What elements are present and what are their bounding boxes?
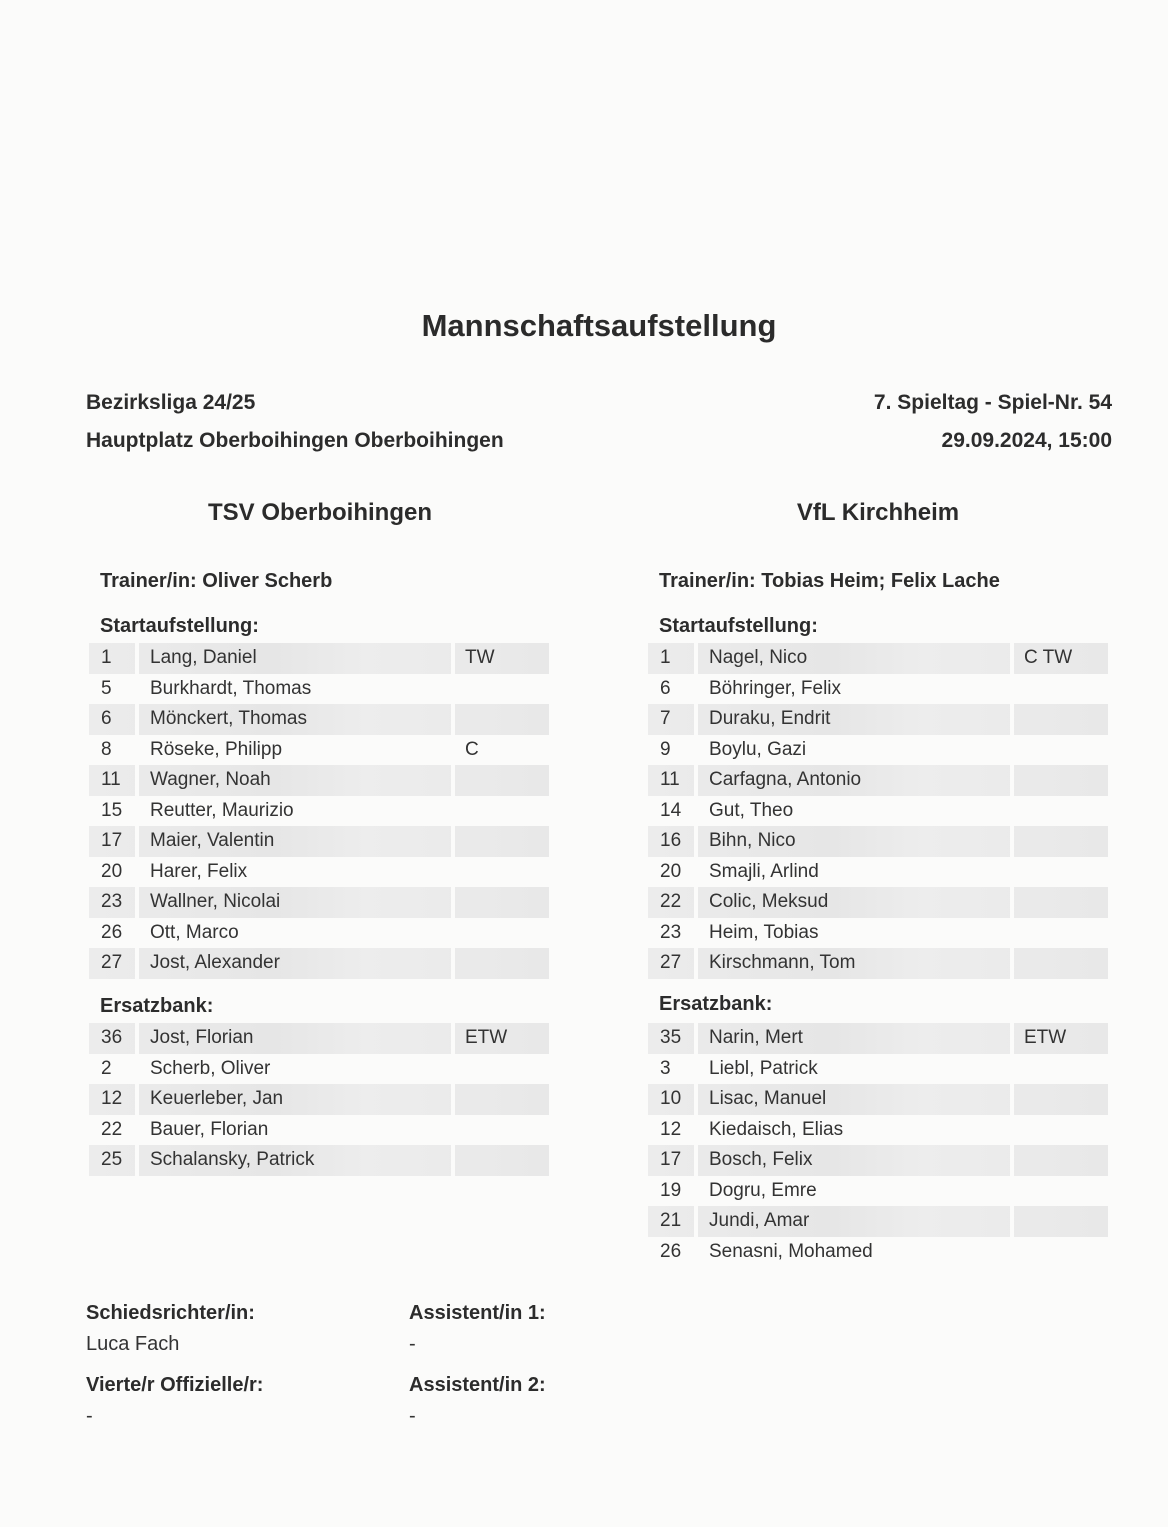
player-name: Böhringer, Felix xyxy=(709,677,842,699)
player-row xyxy=(89,1054,549,1085)
player-name: Scherb, Oliver xyxy=(150,1057,271,1079)
player-row xyxy=(648,643,1108,674)
player-number: 21 xyxy=(660,1210,682,1231)
player-role: TW xyxy=(465,647,495,668)
player-number: 16 xyxy=(660,830,682,851)
player-row xyxy=(648,1054,1108,1085)
home-starting-label: Startaufstellung: xyxy=(100,615,259,637)
player-number: 1 xyxy=(101,647,112,668)
player-row xyxy=(89,918,549,949)
player-row xyxy=(89,704,549,735)
assistant2-name: - xyxy=(409,1405,416,1427)
player-row xyxy=(648,674,1108,705)
player-name: Duraku, Endrit xyxy=(709,708,831,729)
player-name: Keuerleber, Jan xyxy=(150,1088,284,1109)
player-number: 7 xyxy=(660,708,671,729)
player-number: 26 xyxy=(660,1240,682,1262)
player-number: 15 xyxy=(101,799,123,821)
player-name: Röseke, Philipp xyxy=(150,738,283,760)
assistant2-label: Assistent/in 2: xyxy=(409,1374,546,1396)
away-starting-label: Startaufstellung: xyxy=(659,615,818,637)
player-name: Ott, Marco xyxy=(150,921,239,943)
player-number: 27 xyxy=(660,952,682,973)
player-role: ETW xyxy=(465,1027,508,1048)
player-name: Dogru, Emre xyxy=(709,1179,817,1201)
matchday: 7. Spieltag - Spiel-Nr. 54 xyxy=(873,391,1112,414)
player-number: 6 xyxy=(660,677,671,699)
player-name: Bihn, Nico xyxy=(709,830,796,851)
home-starting-list xyxy=(89,643,549,979)
player-number: 19 xyxy=(660,1179,682,1201)
player-number: 25 xyxy=(101,1149,123,1170)
player-row xyxy=(89,826,549,857)
player-number: 10 xyxy=(660,1088,682,1109)
player-number: 5 xyxy=(101,677,112,699)
player-number: 8 xyxy=(101,738,112,760)
player-row xyxy=(89,1145,549,1176)
player-name: Bosch, Felix xyxy=(709,1149,813,1170)
player-number: 12 xyxy=(660,1118,682,1140)
player-number: 2 xyxy=(101,1057,112,1079)
player-number: 27 xyxy=(101,952,123,973)
player-name: Bauer, Florian xyxy=(150,1118,269,1140)
player-name: Lisac, Manuel xyxy=(709,1088,827,1109)
player-number: 9 xyxy=(660,738,671,760)
fourth-official-label: Vierte/r Offizielle/r: xyxy=(86,1374,264,1396)
player-row xyxy=(89,1023,549,1054)
player-row xyxy=(648,1176,1108,1207)
player-name: Lang, Daniel xyxy=(150,647,257,668)
assistant1-name: - xyxy=(409,1333,416,1355)
player-role: C TW xyxy=(1024,647,1073,668)
player-row xyxy=(648,1206,1108,1237)
player-number: 23 xyxy=(660,921,682,943)
player-row xyxy=(648,918,1108,949)
away-team-name: VfL Kirchheim xyxy=(796,499,960,526)
player-number: 26 xyxy=(101,921,123,943)
player-number: 6 xyxy=(101,708,112,729)
player-number: 23 xyxy=(101,891,123,912)
player-row xyxy=(89,765,549,796)
player-number: 11 xyxy=(101,769,121,790)
player-row xyxy=(89,887,549,918)
player-row xyxy=(648,826,1108,857)
player-number: 17 xyxy=(660,1149,682,1170)
player-number: 3 xyxy=(660,1057,671,1079)
assistant1-label: Assistent/in 1: xyxy=(409,1302,546,1324)
player-name: Senasni, Mohamed xyxy=(709,1240,873,1262)
player-number: 1 xyxy=(660,647,671,668)
player-number: 14 xyxy=(660,799,682,821)
player-row xyxy=(648,948,1108,979)
player-number: 35 xyxy=(660,1027,682,1048)
player-name: Heim, Tobias xyxy=(709,921,819,943)
player-name: Maier, Valentin xyxy=(150,830,275,851)
player-name: Schalansky, Patrick xyxy=(150,1149,315,1170)
player-name: Carfagna, Antonio xyxy=(709,769,862,790)
player-name: Narin, Mert xyxy=(709,1027,803,1048)
player-name: Liebl, Patrick xyxy=(709,1057,818,1079)
player-name: Boylu, Gazi xyxy=(709,738,807,760)
player-name: Reutter, Maurizio xyxy=(150,799,294,821)
player-row xyxy=(648,1237,1108,1268)
away-starting-list xyxy=(648,643,1108,979)
player-row xyxy=(648,1145,1108,1176)
player-row xyxy=(648,857,1108,888)
player-row xyxy=(648,796,1108,827)
player-name: Nagel, Nico xyxy=(709,647,808,668)
player-row xyxy=(648,1084,1108,1115)
player-row xyxy=(89,643,549,674)
player-name: Jost, Alexander xyxy=(150,952,280,973)
player-row xyxy=(89,735,549,766)
home-bench-list xyxy=(89,1023,549,1176)
player-row xyxy=(648,1023,1108,1054)
player-role: ETW xyxy=(1024,1027,1067,1048)
player-name: Colic, Meksud xyxy=(709,891,829,912)
player-role: C xyxy=(465,738,479,760)
venue: Hauptplatz Oberboihingen Oberboihingen xyxy=(86,429,504,452)
player-number: 12 xyxy=(101,1088,123,1109)
player-row xyxy=(89,857,549,888)
player-number: 17 xyxy=(101,830,123,851)
player-name: Jundi, Amar xyxy=(709,1210,810,1231)
page-title: Mannschaftsaufstellung xyxy=(421,308,777,343)
home-bench-label: Ersatzbank: xyxy=(100,995,214,1017)
player-name: Kiedaisch, Elias xyxy=(709,1118,844,1140)
fourth-official-name: - xyxy=(86,1405,93,1427)
player-row xyxy=(89,1084,549,1115)
player-name: Wagner, Noah xyxy=(150,769,271,790)
player-row xyxy=(89,796,549,827)
player-name: Wallner, Nicolai xyxy=(150,891,281,912)
player-row xyxy=(89,674,549,705)
away-trainer: Trainer/in: Tobias Heim; Felix Lache xyxy=(659,570,1000,592)
player-name: Mönckert, Thomas xyxy=(150,708,307,729)
away-bench-list xyxy=(648,1023,1108,1267)
away-bench-label: Ersatzbank: xyxy=(659,993,773,1015)
player-number: 22 xyxy=(101,1118,123,1140)
player-number: 20 xyxy=(101,860,123,882)
player-name: Harer, Felix xyxy=(150,860,248,882)
player-row xyxy=(648,765,1108,796)
player-number: 22 xyxy=(660,891,682,912)
player-name: Gut, Theo xyxy=(709,799,794,821)
home-trainer: Trainer/in: Oliver Scherb xyxy=(100,570,333,592)
player-row xyxy=(648,887,1108,918)
player-row xyxy=(648,704,1108,735)
player-name: Jost, Florian xyxy=(150,1027,254,1048)
player-row xyxy=(89,1115,549,1146)
referee-label: Schiedsrichter/in: xyxy=(86,1302,255,1324)
league: Bezirksliga 24/25 xyxy=(86,391,256,414)
player-number: 20 xyxy=(660,860,682,882)
player-name: Smajli, Arlind xyxy=(709,860,819,882)
player-number: 11 xyxy=(660,769,680,790)
player-row xyxy=(89,948,549,979)
player-name: Kirschmann, Tom xyxy=(709,952,856,973)
home-team-name: TSV Oberboihingen xyxy=(207,499,432,526)
referee-name: Luca Fach xyxy=(86,1333,180,1355)
player-name: Burkhardt, Thomas xyxy=(150,677,312,699)
player-row xyxy=(648,1115,1108,1146)
player-number: 36 xyxy=(101,1027,123,1048)
player-row xyxy=(648,735,1108,766)
match-datetime: 29.09.2024, 15:00 xyxy=(941,429,1112,452)
